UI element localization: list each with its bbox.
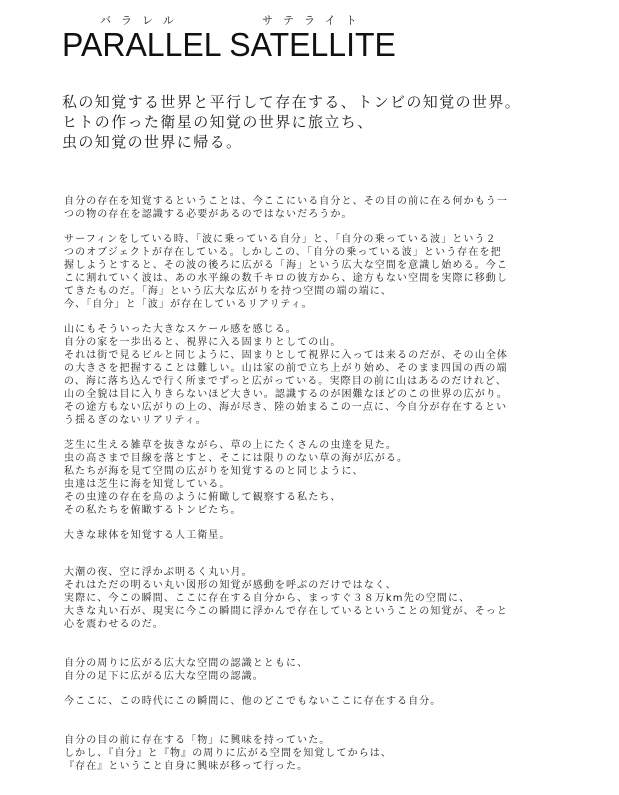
paragraph bbox=[64, 439, 570, 517]
text-line: 大きな球体を知覚する人工衛星。 bbox=[64, 530, 231, 541]
text-line: 実際に、今この瞬間、ここに存在する自分から、まっすぐ３８万km先の空間に、 bbox=[64, 593, 471, 604]
text-line: 今、「自分」と「波」が存在しているリアリティ。 bbox=[64, 299, 313, 310]
text-line: つのオブジェクトが存在している。しかしこの、「自分の乗っている波」という存在を把 bbox=[64, 247, 502, 258]
text-line: 今ここに、この時代にこの瞬間に、他のどこでもないここに存在する自分。 bbox=[64, 696, 442, 707]
title-ruby-parallel: バラレル bbox=[100, 14, 184, 27]
lead-statement bbox=[62, 92, 592, 152]
text-line: 大潮の夜、空に浮かぶ明るく丸い月。 bbox=[64, 567, 253, 578]
paragraph bbox=[64, 323, 570, 427]
text-line: 私たちが海を見て空間の広がりを知覚するのと同じように、 bbox=[64, 466, 364, 477]
text-line: 山の全貌は目に入りきらないほど大きい。認識するのが困難なほどのこの世界の広がり。 bbox=[64, 389, 508, 400]
paragraph bbox=[64, 529, 570, 542]
text-line: 自分の家を一歩出ると、視界に入る固まりとしての山。 bbox=[64, 337, 342, 348]
paragraph bbox=[64, 566, 570, 631]
text-line: 虫達は芝生に海を知覚している。 bbox=[64, 479, 231, 490]
text-line: 自分の存在を知覚するということは、今ここにいる自分と、その目の前に在る何かもう一 bbox=[64, 196, 508, 207]
text-line: こに割れていく波は、あの水平線の数千キロの彼方から、途方もない空間を実際に移動し bbox=[64, 273, 508, 284]
text-line: 自分の目の前に存在する「物」に興味を持っていた。 bbox=[64, 735, 331, 746]
text-line: 芝生に生える雑草を抜きながら、草の上にたくさんの虫達を見た。 bbox=[64, 440, 397, 451]
text-line: つの物の存在を認識する必要があるのではないだろうか。 bbox=[64, 209, 353, 220]
paragraph bbox=[64, 657, 570, 683]
paragraph bbox=[64, 734, 570, 773]
paragraph bbox=[64, 695, 570, 708]
text-line: 山にもそういった大きなスケール感を感じる。 bbox=[64, 324, 297, 335]
text-line: その虫達の存在を鳥のように俯瞰して観察する私たち、 bbox=[64, 492, 342, 503]
text-line: 大きな丸い石が、現実に今この瞬間に浮かんで存在しているということの知覚が、そっと bbox=[64, 606, 508, 617]
text-line: その私たちを俯瞰するトンビたち。 bbox=[64, 505, 242, 516]
page-title: PARALLEL SATELLITE bbox=[62, 26, 396, 63]
title-ruby-satellite: サテライト bbox=[262, 14, 367, 27]
text-line: 『存在』ということ自身に興味が移って行った。 bbox=[64, 761, 309, 772]
lead-line: ヒトの作った衛星の知覚の世界に旅立ち、 bbox=[62, 113, 374, 131]
text-line: それは街で見るビルと同じように、固まりとして視界に入っては来るのだが、その山全体 bbox=[64, 350, 508, 361]
text-line: う揺るぎのないリアリティ。 bbox=[64, 415, 207, 426]
text-line: 自分の足下に広がる広大な空間の認識。 bbox=[64, 671, 264, 682]
text-line: 握しようとすると、その波の後ろに広がる「海」という広大な空間を意識し始める。今こ bbox=[64, 260, 508, 271]
text-line: 自分の周りに広がる広大な空間の認識とともに、 bbox=[64, 658, 309, 669]
text-line: の大きさを把握することは難しい。山は家の前で立ち上がり始め、そのまま四国の西の端 bbox=[64, 363, 508, 374]
text-line: それはただの明るい丸い図形の知覚が感動を呼ぶのだけではなく、 bbox=[64, 580, 397, 591]
paragraph bbox=[64, 195, 570, 221]
essay-body bbox=[64, 195, 570, 785]
paragraph bbox=[64, 233, 570, 311]
text-line: 虫の高さまで目線を落とすと、そこには限りのない草の海が広がる。 bbox=[64, 453, 409, 464]
text-line: しかし、『自分』と『物』の周りに広がる空間を知覚してからは、 bbox=[64, 748, 392, 759]
text-line: 心を震わせるのだ。 bbox=[64, 619, 164, 630]
text-line: の、海に落ち込んで行く所までずっと広がっている。実際目の前に山はあるのだけれど、 bbox=[64, 376, 507, 387]
text-line: てきたものだ。「海」という広大な広がりを持つ空間の端の端に、 bbox=[64, 286, 392, 297]
text-line: その途方もない広がりの上の、海が尽き、陸の始まるこの一点に、今自分が存在するとい bbox=[64, 402, 508, 413]
text-line: サーフィンをしている時、「波に乗っている自分」と、「自分の乗っている波」という２ bbox=[64, 234, 497, 245]
lead-line: 私の知覚する世界と平行して存在する、トンビの知覚の世界。 bbox=[62, 93, 522, 111]
lead-line: 虫の知覚の世界に帰る。 bbox=[62, 133, 243, 151]
